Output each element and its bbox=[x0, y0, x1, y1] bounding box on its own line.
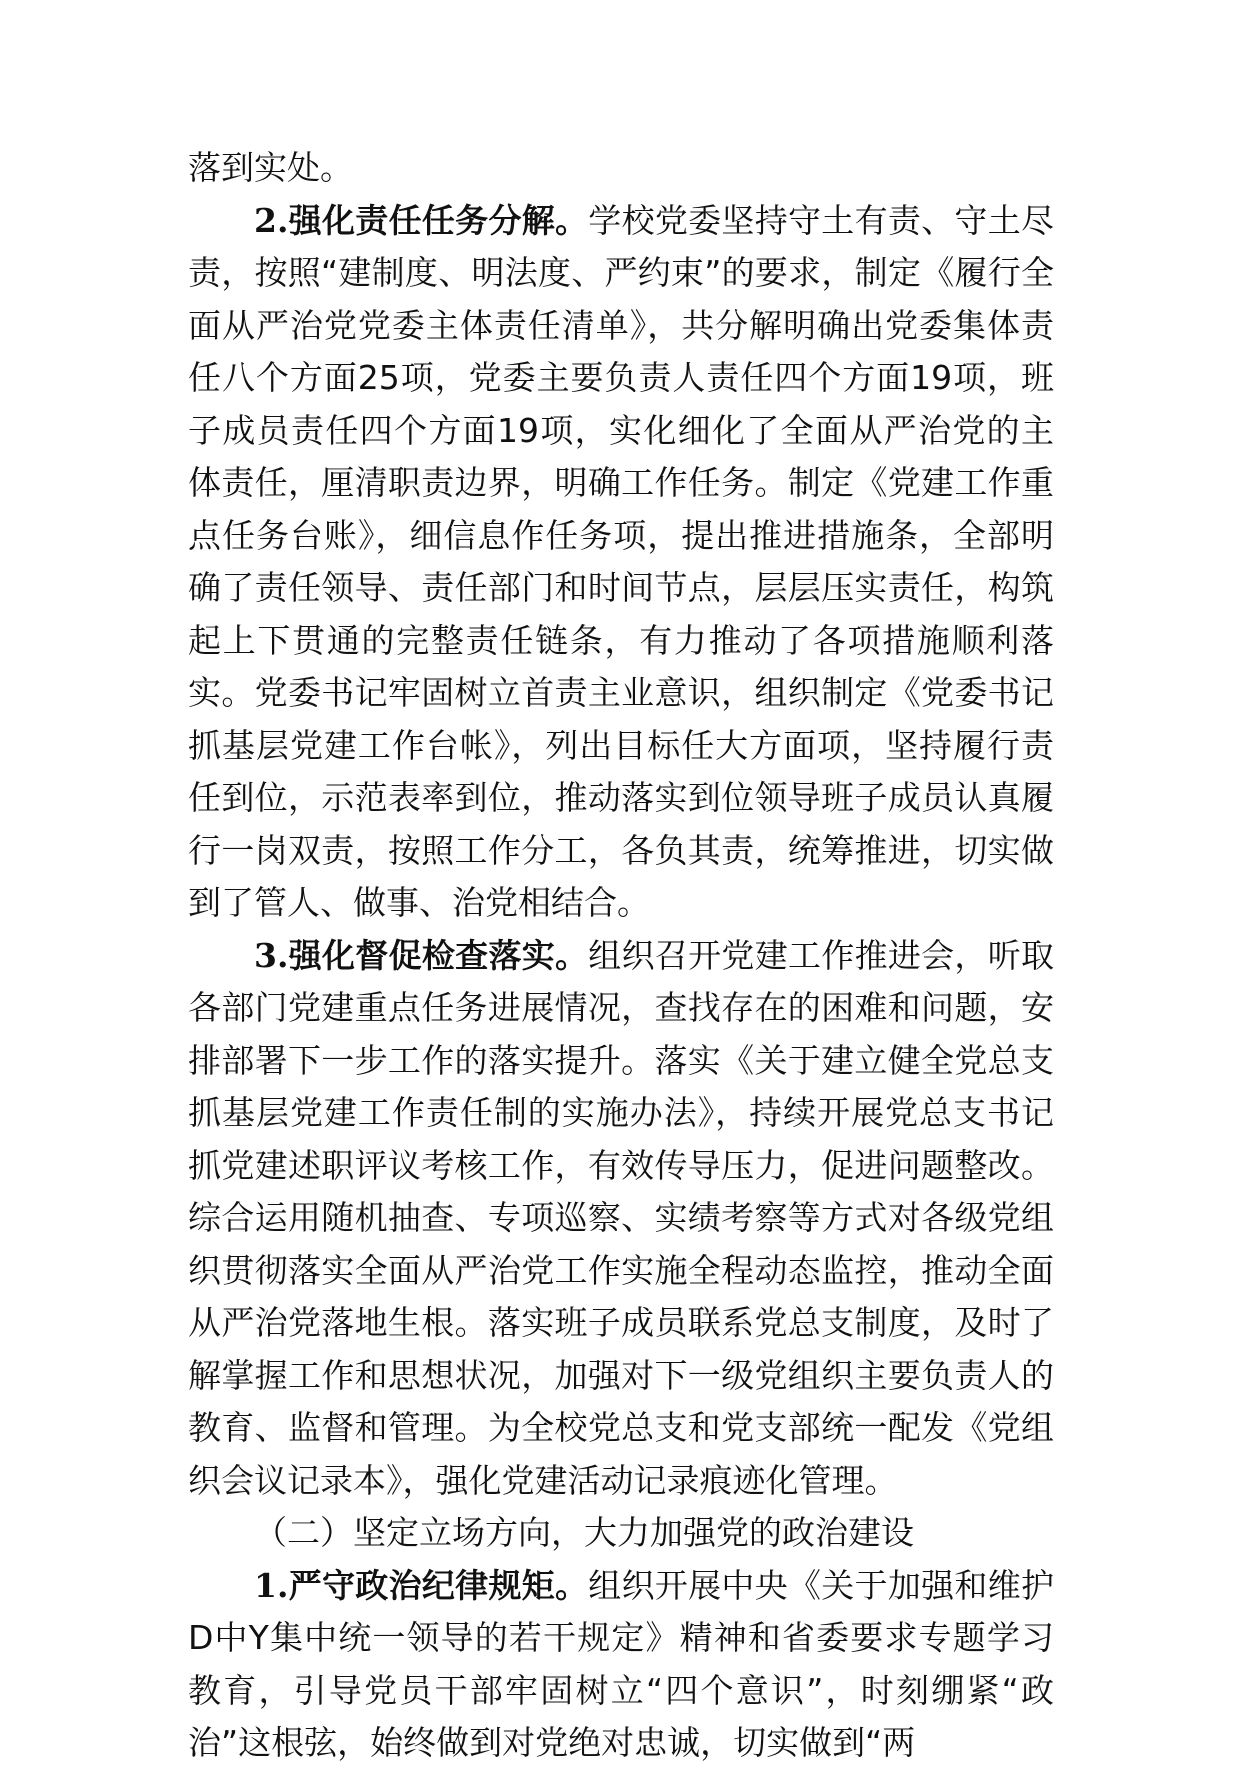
paragraph-lead: 3.强化督促检查落实。 bbox=[254, 935, 589, 975]
paragraph-text: 学校党委坚持守土有责、守土尽责，按照“建制度、明法度、严约束”的要求，制定《履行全面从严治党党委主体责任清单》，共分解明确出党委集体责任八个方面25项，党委主要负责人责任四个方面19项，班子成员责任四个方面19项，实化细化了全面从严治党的主体责任，厘清职责边界，明确工作任务。制定《党建工作重点任务台账》，细信息作任务项，提出推进措施条，全部明确了责任领导、责任部门和时间节点，层层压实责任，构筑起上下贯通的完整责任链条，有力推动了各项措施顺利落实。党委书记牢固树立首责主业意识，组织制定《党委书记抓基层党建工作台帐》，列出目标任大方面项，坚持履行责任到位，示范表率到位，推动落实到位领导班子成员认真履行一岗双责，按照工作分工，各负其责，统筹推进，切实做到了管人、做事、治党相结合。 bbox=[188, 200, 1054, 922]
paragraph-lead: 2.强化责任任务分解。 bbox=[254, 200, 589, 240]
paragraph-lead: 1.严守政治纪律规矩。 bbox=[254, 1565, 589, 1605]
paragraph-text: 组织召开党建工作推进会，听取各部门党建重点任务进展情况，查找存在的困难和问题，安排部署下一步工作的落实提升。落实《关于建立健全党总支抓基层党建工作责任制的实施办法》，持续开展党总支书记抓党建述职评议考核工作，有效传导压力，促进问题整改。综合运用随机抽查、专项巡察、实绩考察等方式对各级党组织贯彻落实全面从严治党工作实施全程动态监控，推动全面从严治党落地生根。落实班子成员联系党总支制度，及时了解掌握工作和思想状况，加强对下一级党组织主要负责人的教育、监督和管理。为全校党总支和党支部统一配发《党组织会议记录本》，强化党建活动记录痕迹化管理。 bbox=[188, 935, 1054, 1500]
paragraph-supervision-inspection bbox=[188, 930, 1054, 1508]
document-page bbox=[188, 142, 1054, 1770]
section-heading bbox=[188, 1507, 1054, 1560]
paragraph-text: 组织开展中央《关于加强和维护D中Y集中统一领导的若干规定》精神和省委要求专题学习教育，引导党员干部牢固树立“四个意识”，时刻绷紧“政治”这根弦，始终做到对党绝对忠诚，切实做到“两 bbox=[188, 1565, 1054, 1762]
paragraph-text: 落到实处。 bbox=[188, 148, 353, 187]
paragraph-continuation bbox=[188, 142, 1054, 195]
section-heading-text: （二）坚定立场方向，大力加强党的政治建设 bbox=[254, 1513, 914, 1552]
paragraph-responsibility-breakdown bbox=[188, 195, 1054, 930]
paragraph-political-discipline bbox=[188, 1560, 1054, 1770]
